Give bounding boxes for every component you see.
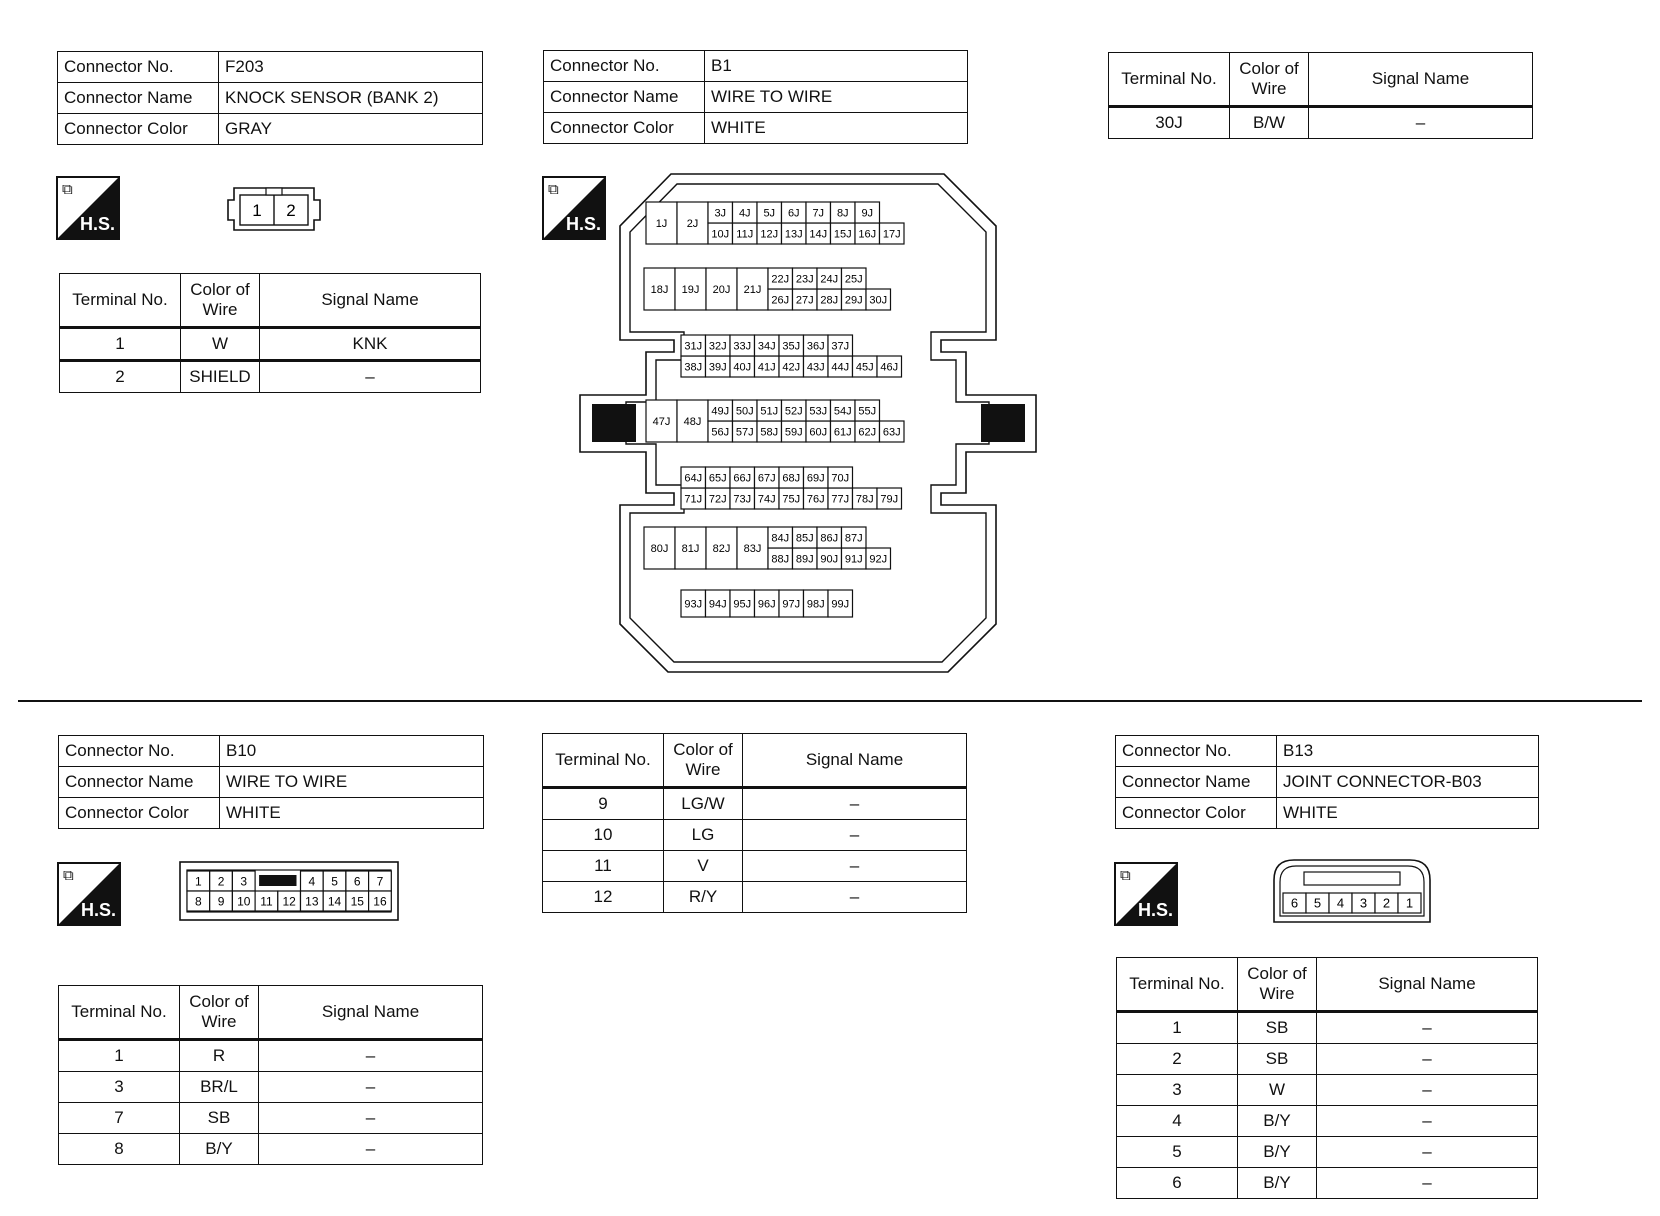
terminal-header: Terminal No. [60, 274, 181, 328]
signal-header: Signal Name [743, 734, 967, 788]
table-row [60, 328, 481, 361]
cavity-grid [187, 871, 391, 911]
terminal-cell: 3 [59, 1072, 180, 1103]
cavity-label: 61J [833, 426, 852, 439]
cavity-label: 18J [650, 283, 669, 296]
cavity-label: 30J [869, 294, 888, 307]
cavity-label: 1J [655, 217, 668, 230]
connector-no: F203 [219, 52, 483, 83]
cavity-label: 6J [787, 207, 800, 220]
cavity-label: 88J [771, 553, 790, 566]
cavity-label: 96J [757, 598, 776, 611]
b13-connector-face [1272, 858, 1432, 924]
cavity-label: 46J [880, 361, 899, 374]
cavity-label: 41J [757, 361, 776, 374]
cavity-label: 63J [882, 426, 901, 439]
connector-no: B10 [220, 736, 484, 767]
info-label: Connector Color [544, 113, 705, 144]
cavity-label: 28J [820, 294, 839, 307]
color-header-line2: Wire [201, 1012, 237, 1031]
color-cell: R [180, 1040, 259, 1072]
connector-no: B13 [1277, 736, 1539, 767]
cavity-label: 91J [844, 553, 863, 566]
harness-side-badge [56, 176, 120, 240]
color-header [1230, 53, 1309, 107]
table-row [543, 820, 967, 851]
cavity-label: 2 [217, 874, 225, 889]
color-cell: SB [1238, 1012, 1317, 1044]
cavity-label: 77J [831, 493, 850, 506]
table-row [59, 1134, 483, 1165]
hs-label: H.S. [565, 214, 601, 234]
cavity-label: 23J [795, 273, 814, 286]
terminal-header: Terminal No. [59, 986, 180, 1040]
signal-cell: – [1317, 1044, 1538, 1075]
terminal-cell: 1 [60, 328, 181, 361]
cavity-label: 10 [237, 894, 251, 909]
cavity-label: 5 [1313, 895, 1322, 911]
cavity-label: 95J [733, 598, 752, 611]
cavity-label: 13 [305, 894, 319, 909]
cavity-label: 84J [771, 532, 790, 545]
connector-icon: ⧉ [63, 867, 74, 884]
color-header-line1: Color of [1239, 59, 1299, 79]
table-row [59, 1103, 483, 1134]
cavity-label: 7J [812, 207, 825, 220]
cavity-label: 2J [686, 217, 699, 230]
cavity-label: 64J [684, 472, 703, 485]
cavity-label: 15 [350, 894, 364, 909]
connector-icon: ⧉ [1120, 867, 1131, 884]
signal-cell: – [259, 1040, 483, 1072]
b1-terminal-table [1108, 52, 1533, 139]
cavity-label: 65J [708, 472, 727, 485]
cavity-label: 70J [831, 472, 850, 485]
cavity-label: 6 [353, 874, 361, 889]
connector-name: JOINT CONNECTOR-B03 [1277, 767, 1539, 798]
f203-connector-face [226, 184, 322, 234]
table-row [1109, 107, 1533, 139]
cavity-label: 68J [782, 472, 801, 485]
table-row [1117, 1106, 1538, 1137]
cavity-label: 14 [327, 894, 342, 909]
info-label: Connector Name [58, 83, 219, 114]
table-row [1117, 1137, 1538, 1168]
cavity-label: 2 [1382, 895, 1391, 911]
terminal-header: Terminal No. [1117, 958, 1238, 1012]
cavity-label: 16J [858, 228, 877, 241]
terminal-cell: 9 [543, 788, 664, 820]
cavity-label: 24J [820, 273, 839, 286]
color-cell: B/Y [1238, 1137, 1317, 1168]
signal-header: Signal Name [1317, 958, 1538, 1012]
cavity-label: 42J [782, 361, 801, 374]
color-header [1238, 958, 1317, 1012]
cavity-label: 31J [684, 340, 703, 353]
cavity-label: 19J [681, 283, 700, 296]
signal-cell: – [259, 1072, 483, 1103]
cavity-label: 44J [831, 361, 850, 374]
color-cell: BR/L [180, 1072, 259, 1103]
cavity-label: 80J [650, 542, 669, 555]
pin-label: 2 [286, 201, 296, 220]
section-divider [18, 700, 1642, 702]
connector-name: WIRE TO WIRE [220, 767, 484, 798]
cavity-label: 10J [711, 228, 730, 241]
b13-info-table [1115, 735, 1539, 829]
cavity-label: 11 [260, 894, 273, 909]
terminal-cell: 7 [59, 1103, 180, 1134]
cavity-label: 1 [195, 874, 202, 889]
cavity-label: 54J [833, 405, 852, 418]
terminal-cell: 12 [543, 882, 664, 913]
color-header-line2: Wire [1251, 79, 1287, 98]
color-header-line1: Color of [190, 280, 250, 300]
keyway-block [259, 875, 296, 886]
connector-no: B1 [705, 51, 968, 82]
cavity-grid [1283, 893, 1421, 913]
terminal-cell: 10 [543, 820, 664, 851]
color-header [181, 274, 260, 328]
connector-color: WHITE [220, 798, 484, 829]
color-cell: B/W [1230, 107, 1309, 139]
signal-cell: – [743, 851, 967, 882]
cavity-label: 58J [760, 426, 779, 439]
cavity-label: 8 [195, 894, 202, 909]
color-cell: LG/W [664, 788, 743, 820]
signal-cell: – [743, 820, 967, 851]
cavity-label: 1 [1405, 895, 1414, 911]
info-label: Connector No. [59, 736, 220, 767]
cavity-label: 27J [795, 294, 814, 307]
cavity-label: 82J [712, 542, 731, 555]
color-cell: B/Y [180, 1134, 259, 1165]
cavity-label: 85J [795, 532, 814, 545]
cavity-label: 11J [736, 228, 754, 241]
cavity-label: 9J [861, 207, 874, 220]
signal-cell: – [259, 1103, 483, 1134]
cavity-label: 25J [844, 273, 863, 286]
table-row [1117, 1168, 1538, 1199]
cavity-label: 49J [711, 405, 730, 418]
cavity-label: 57J [735, 426, 754, 439]
cavity-label: 40J [733, 361, 752, 374]
signal-cell: – [1317, 1012, 1538, 1044]
cavity-label: 86J [820, 532, 839, 545]
b1-info-table [543, 50, 968, 144]
cavity-label: 47J [652, 415, 671, 428]
cavity-label: 39J [708, 361, 727, 374]
cavity-label: 93J [684, 598, 703, 611]
signal-cell: – [743, 882, 967, 913]
cavity-label: 87J [844, 532, 863, 545]
terminal-cell: 2 [1117, 1044, 1238, 1075]
terminal-cell: 6 [1117, 1168, 1238, 1199]
cavity-label: 45J [855, 361, 874, 374]
cavity-label: 12J [760, 228, 779, 241]
terminal-header: Terminal No. [1109, 53, 1230, 107]
cavity-label: 76J [806, 493, 825, 506]
cavity-label: 4 [308, 874, 316, 889]
cavity-label: 60J [809, 426, 828, 439]
f203-terminal-table [59, 273, 481, 393]
cavity-label: 92J [869, 553, 888, 566]
cavity-label: 50J [735, 405, 754, 418]
cavity-label: 48J [683, 415, 702, 428]
cavity-label: 20J [712, 283, 731, 296]
info-label: Connector Name [59, 767, 220, 798]
color-header-line1: Color of [189, 992, 249, 1012]
table-row [60, 361, 481, 393]
signal-cell: – [1317, 1137, 1538, 1168]
cavity-label: 7 [376, 874, 384, 889]
cavity-label: 3J [714, 207, 727, 220]
info-label: Connector No. [544, 51, 705, 82]
info-label: Connector Color [58, 114, 219, 145]
harness-side-badge [57, 862, 121, 926]
cavity-label: 62J [858, 426, 877, 439]
color-cell: V [664, 851, 743, 882]
cavity-label: 16 [373, 894, 387, 909]
cavity-label: 29J [844, 294, 863, 307]
color-header-line2: Wire [1259, 984, 1295, 1003]
signal-cell: – [259, 1134, 483, 1165]
cavity-label: 56J [711, 426, 730, 439]
color-header-line1: Color of [673, 740, 733, 760]
terminal-cell: 11 [543, 851, 664, 882]
cavity-label: 94J [708, 598, 727, 611]
color-header [664, 734, 743, 788]
cavity-label: 34J [757, 340, 776, 353]
cavity-label: 37J [831, 340, 850, 353]
cavity-label: 98J [806, 598, 825, 611]
info-label: Connector Name [544, 82, 705, 113]
cavity-label: 79J [880, 493, 899, 506]
cavity-label: 90J [820, 553, 839, 566]
connector-icon: ⧉ [62, 181, 73, 198]
terminal-cell: 1 [59, 1040, 180, 1072]
cavity-label: 89J [795, 553, 814, 566]
signal-header: Signal Name [1309, 53, 1533, 107]
pin-label: 1 [252, 201, 262, 220]
signal-cell: – [1317, 1106, 1538, 1137]
connector-icon: ⧉ [548, 181, 559, 198]
table-row [59, 1040, 483, 1072]
color-cell: B/Y [1238, 1106, 1317, 1137]
cavity-label: 74J [757, 493, 776, 506]
color-cell: B/Y [1238, 1168, 1317, 1199]
info-label: Connector Name [1116, 767, 1277, 798]
cavity-label: 35J [782, 340, 801, 353]
cavity-label: 73J [733, 493, 752, 506]
cavity-label: 17J [882, 228, 901, 241]
terminal-cell: 3 [1117, 1075, 1238, 1106]
cavity-label: 66J [733, 472, 752, 485]
cavity-label: 67J [757, 472, 776, 485]
cavity-label: 59J [784, 426, 803, 439]
signal-cell: – [260, 361, 481, 393]
terminal-cell: 5 [1117, 1137, 1238, 1168]
cavity-label: 71J [684, 493, 703, 506]
cavity-label: 32J [708, 340, 727, 353]
cavity-label: 22J [771, 273, 790, 286]
signal-cell: – [1317, 1168, 1538, 1199]
info-label: Connector Color [1116, 798, 1277, 829]
color-cell: LG [664, 820, 743, 851]
cavity-label: 5J [763, 207, 776, 220]
connector-name: WIRE TO WIRE [705, 82, 968, 113]
cavity-label: 21J [743, 283, 762, 296]
table-row [543, 851, 967, 882]
cavity-label: 4 [1336, 895, 1345, 911]
cavity-label: 97J [782, 598, 801, 611]
connector-color: WHITE [1277, 798, 1539, 829]
b1-connector-face [576, 170, 1052, 678]
info-label: Connector No. [1116, 736, 1277, 767]
info-label: Connector No. [58, 52, 219, 83]
connector-name: KNOCK SENSOR (BANK 2) [219, 83, 483, 114]
cavity-label: 3 [240, 874, 248, 889]
cavity-label: 14J [809, 228, 828, 241]
cavity-label: 33J [733, 340, 752, 353]
table-row [1117, 1075, 1538, 1106]
b10-terminal-table [58, 985, 483, 1165]
signal-header: Signal Name [260, 274, 481, 328]
b10-terminal-table-continued [542, 733, 967, 913]
color-cell: SB [1238, 1044, 1317, 1075]
cavity-label: 99J [831, 598, 850, 611]
table-row [543, 882, 967, 913]
terminal-header: Terminal No. [543, 734, 664, 788]
table-row [1117, 1012, 1538, 1044]
cavity-label: 51J [760, 405, 779, 418]
color-cell: SHIELD [181, 361, 260, 393]
cavity-label: 53J [809, 405, 828, 418]
cavity-label: 52J [784, 405, 803, 418]
table-row [543, 788, 967, 820]
cavity-label: 5 [331, 874, 338, 889]
color-header-line2: Wire [202, 300, 238, 319]
cavity-label: 6 [1290, 895, 1299, 911]
b13-terminal-table [1116, 957, 1538, 1199]
terminal-cell: 8 [59, 1134, 180, 1165]
cavity-label: 55J [858, 405, 877, 418]
color-header [180, 986, 259, 1040]
signal-cell: – [743, 788, 967, 820]
cavity-label: 9 [217, 894, 225, 909]
connector-color: GRAY [219, 114, 483, 145]
cavity-label: 12 [282, 894, 296, 909]
cavity-label: 69J [806, 472, 825, 485]
f203-info-table [57, 51, 483, 145]
signal-cell: KNK [260, 328, 481, 361]
table-row [1117, 1044, 1538, 1075]
cavity-label: 38J [684, 361, 703, 374]
hs-label: H.S. [80, 900, 116, 920]
cavity-label: 3 [1359, 895, 1368, 911]
signal-header: Signal Name [259, 986, 483, 1040]
table-row [59, 1072, 483, 1103]
color-cell: W [1238, 1075, 1317, 1106]
cavity-label: 83J [743, 542, 762, 555]
harness-side-badge [1114, 862, 1178, 926]
terminal-cell: 30J [1109, 107, 1230, 139]
cavity-label: 15J [833, 228, 852, 241]
hs-label: H.S. [79, 214, 115, 234]
signal-cell: – [1309, 107, 1533, 139]
terminal-cell: 2 [60, 361, 181, 393]
info-label: Connector Color [59, 798, 220, 829]
color-cell: W [181, 328, 260, 361]
cavity-label: 75J [782, 493, 801, 506]
cavity-label: 72J [708, 493, 727, 506]
color-header-line2: Wire [685, 760, 721, 779]
cavity-label: 43J [806, 361, 825, 374]
cavity-label: 81J [681, 542, 700, 555]
connector-color: WHITE [705, 113, 968, 144]
terminal-cell: 1 [1117, 1012, 1238, 1044]
cavity-label: 78J [855, 493, 874, 506]
cavity-label: 36J [806, 340, 825, 353]
hs-label: H.S. [1137, 900, 1173, 920]
color-cell: SB [180, 1103, 259, 1134]
cavity-label: 26J [771, 294, 790, 307]
terminal-cell: 4 [1117, 1106, 1238, 1137]
color-cell: R/Y [664, 882, 743, 913]
cavity-label: 4J [738, 207, 751, 220]
color-header-line1: Color of [1247, 964, 1307, 984]
b10-info-table [58, 735, 484, 829]
b10-connector-face [178, 860, 400, 922]
signal-cell: – [1317, 1075, 1538, 1106]
cavity-label: 13J [784, 228, 803, 241]
cavity-label: 8J [836, 207, 849, 220]
